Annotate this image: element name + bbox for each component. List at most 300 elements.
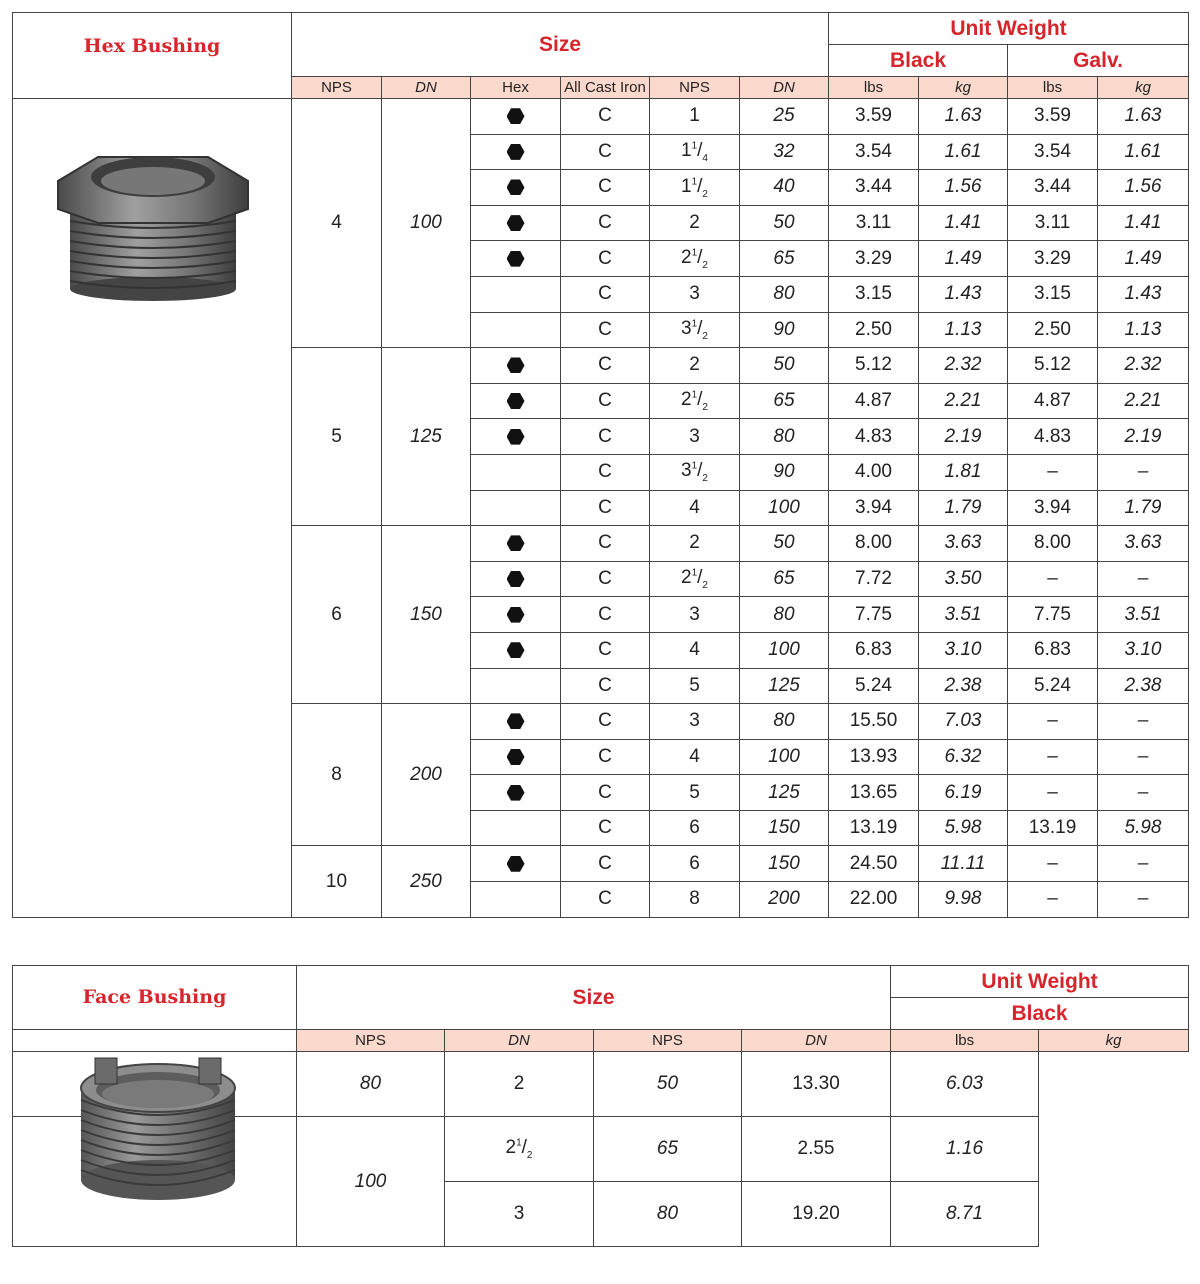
- galv-lbs-cell: 3.54: [1008, 134, 1098, 170]
- galv-lbs-cell: 3.44: [1008, 170, 1098, 206]
- black-kg-cell: 1.49: [919, 241, 1008, 277]
- black-kg-cell: 3.50: [919, 561, 1008, 597]
- nps-fraction-slash: /: [697, 175, 703, 197]
- black-lbs-cell: 3.11: [829, 205, 919, 241]
- dn-cell: 50: [740, 205, 829, 241]
- hex-cell: [471, 348, 561, 384]
- nps-whole: 4: [689, 745, 700, 767]
- col-black-lbs: lbs: [829, 77, 919, 99]
- cast-iron-cell: C: [561, 383, 650, 419]
- black-kg-cell: 1.41: [919, 205, 1008, 241]
- cast-iron-cell: C: [561, 739, 650, 775]
- black-kg-cell: 3.10: [919, 632, 1008, 668]
- dn-cell: 80: [740, 597, 829, 633]
- nps-whole: 3: [689, 603, 700, 625]
- dn-cell: 100: [740, 490, 829, 526]
- face-bushing-table: [12, 965, 1189, 1247]
- group-nps: 6: [292, 526, 382, 704]
- hex-icon: [507, 144, 525, 160]
- nps-cell: [650, 419, 740, 455]
- hex-icon: [507, 357, 525, 373]
- face-col-nps-2: NPS: [594, 1030, 742, 1052]
- black-lbs-cell: 7.72: [829, 561, 919, 597]
- dn-cell: 65: [740, 561, 829, 597]
- black-kg-cell: 3.51: [919, 597, 1008, 633]
- nps-whole: 2: [689, 212, 700, 234]
- dn-cell: 125: [740, 668, 829, 704]
- unit-weight-header-face: Unit Weight: [891, 966, 1189, 998]
- nps-cell: [650, 454, 740, 490]
- cast-iron-cell: C: [561, 205, 650, 241]
- black-kg-cell: 7.03: [919, 704, 1008, 740]
- hex-cell: [471, 597, 561, 633]
- black-lbs-cell: 5.24: [829, 668, 919, 704]
- black-lbs-cell: 3.44: [829, 170, 919, 206]
- hex-icon: [507, 749, 525, 765]
- group-nps: 10: [292, 846, 382, 917]
- nps-whole: 1: [681, 175, 692, 197]
- dn-cell: 65: [740, 383, 829, 419]
- galv-lbs-cell: –: [1008, 775, 1098, 811]
- hex-cell: [471, 561, 561, 597]
- header-spacer: [13, 77, 292, 99]
- nps-cell: [650, 775, 740, 811]
- col-hex: Hex: [471, 77, 561, 99]
- galv-lbs-cell: 3.15: [1008, 276, 1098, 312]
- hex-cell: [471, 205, 561, 241]
- black-kg-cell: 6.03: [891, 1052, 1039, 1117]
- nps-cell: [650, 134, 740, 170]
- hex-icon: [507, 179, 525, 195]
- cast-iron-cell: C: [561, 561, 650, 597]
- galv-lbs-cell: 2.50: [1008, 312, 1098, 348]
- dn-cell: 200: [740, 882, 829, 918]
- nps-whole: 1: [681, 139, 692, 161]
- nps-fraction-slash: /: [697, 317, 703, 339]
- group-dn: 80: [297, 1052, 445, 1117]
- size-header: Size: [292, 13, 829, 77]
- nps-fraction-den: 2: [702, 259, 708, 271]
- galv-kg-cell: 1.63: [1098, 99, 1189, 135]
- galv-kg-cell: 1.49: [1098, 241, 1189, 277]
- hex-cell: [471, 526, 561, 562]
- hex-icon: [507, 571, 525, 587]
- nps-fraction-slash: /: [697, 567, 703, 589]
- face-col-lbs: lbs: [891, 1030, 1039, 1052]
- nps-whole: 1: [689, 105, 700, 127]
- nps-cell: [650, 241, 740, 277]
- group-nps: 5: [292, 348, 382, 526]
- hex-cell: [471, 454, 561, 490]
- galv-kg-cell: 2.21: [1098, 383, 1189, 419]
- hex-icon: [507, 713, 525, 729]
- hex-icon: [507, 856, 525, 872]
- black-lbs-cell: 2.55: [742, 1117, 891, 1182]
- galv-kg-cell: –: [1098, 739, 1189, 775]
- black-kg-cell: 1.43: [919, 276, 1008, 312]
- dn-cell: 150: [740, 846, 829, 882]
- cast-iron-cell: C: [561, 668, 650, 704]
- black-lbs-cell: 7.75: [829, 597, 919, 633]
- black-lbs-cell: 3.54: [829, 134, 919, 170]
- galv-kg-cell: 2.19: [1098, 419, 1189, 455]
- cast-iron-cell: C: [561, 490, 650, 526]
- nps-cell: [650, 668, 740, 704]
- galv-lbs-cell: 8.00: [1008, 526, 1098, 562]
- nps-fraction-num: 1: [691, 247, 698, 259]
- nps-fraction-den: 2: [702, 188, 708, 200]
- nps-cell: [650, 597, 740, 633]
- column-header-row: [13, 77, 1189, 99]
- cast-iron-cell: C: [561, 775, 650, 811]
- galv-lbs-cell: 3.59: [1008, 99, 1098, 135]
- hex-icon: [507, 535, 525, 551]
- nps-fraction-den: 2: [526, 1149, 533, 1161]
- dn-cell: 90: [740, 454, 829, 490]
- dn-cell: 50: [740, 348, 829, 384]
- group-dn: 100: [382, 99, 471, 348]
- nps-fraction-slash: /: [697, 389, 703, 411]
- black-kg-cell: 2.19: [919, 419, 1008, 455]
- hex-cell: [471, 668, 561, 704]
- galv-lbs-cell: 6.83: [1008, 632, 1098, 668]
- galv-lbs-cell: –: [1008, 882, 1098, 918]
- black-kg-cell: 1.13: [919, 312, 1008, 348]
- face-bushing-photo: [73, 1050, 243, 1200]
- cast-iron-cell: C: [561, 810, 650, 846]
- cast-iron-cell: C: [561, 632, 650, 668]
- nps-fraction-slash: /: [521, 1137, 527, 1159]
- galv-kg-cell: 1.43: [1098, 276, 1189, 312]
- group-dn: 100: [297, 1117, 445, 1247]
- black-lbs-cell: 13.19: [829, 810, 919, 846]
- nps-cell: [445, 1052, 594, 1117]
- group-dn: 150: [382, 526, 471, 704]
- galv-lbs-cell: 5.12: [1008, 348, 1098, 384]
- black-kg-cell: 1.16: [891, 1117, 1039, 1182]
- face-col-kg: kg: [1039, 1030, 1189, 1052]
- black-kg-cell: 11.11: [919, 846, 1008, 882]
- nps-cell: [650, 882, 740, 918]
- black-kg-cell: 1.79: [919, 490, 1008, 526]
- nps-fraction-slash: /: [697, 139, 703, 161]
- nps-whole: 2: [505, 1137, 517, 1159]
- nps-whole: 2: [513, 1073, 525, 1094]
- col-galv-lbs: lbs: [1008, 77, 1098, 99]
- nps-whole: 3: [689, 425, 700, 447]
- nps-fraction-den: 4: [702, 152, 708, 164]
- col-all-cast-iron: All Cast Iron: [561, 77, 650, 99]
- black-lbs-cell: 2.50: [829, 312, 919, 348]
- face-col-dn-2: DN: [742, 1030, 891, 1052]
- group-dn: 125: [382, 348, 471, 526]
- hex-bushing-table: [12, 12, 1189, 918]
- cast-iron-cell: C: [561, 454, 650, 490]
- nps-fraction-num: 1: [691, 176, 698, 188]
- dn-cell: 65: [740, 241, 829, 277]
- hex-cell: [471, 490, 561, 526]
- hex-cell: [471, 810, 561, 846]
- black-lbs-cell: 13.65: [829, 775, 919, 811]
- hex-icon: [507, 108, 525, 124]
- black-kg-cell: 8.71: [891, 1182, 1039, 1247]
- group-nps: 8: [292, 704, 382, 846]
- black-lbs-cell: 13.93: [829, 739, 919, 775]
- dn-cell: 32: [740, 134, 829, 170]
- nps-cell: [445, 1182, 594, 1247]
- galv-kg-cell: –: [1098, 454, 1189, 490]
- cast-iron-cell: C: [561, 276, 650, 312]
- galv-lbs-cell: 13.19: [1008, 810, 1098, 846]
- hex-icon: [507, 607, 525, 623]
- nps-cell: [445, 1117, 594, 1182]
- group-nps: 4: [292, 99, 382, 348]
- galv-kg-cell: 1.41: [1098, 205, 1189, 241]
- nps-cell: [650, 704, 740, 740]
- nps-whole: 5: [689, 781, 700, 803]
- nps-cell: [650, 312, 740, 348]
- cast-iron-cell: C: [561, 882, 650, 918]
- hex-cell: [471, 739, 561, 775]
- galv-kg-cell: –: [1098, 882, 1189, 918]
- cast-iron-cell: C: [561, 419, 650, 455]
- hex-cell: [471, 241, 561, 277]
- unit-weight-header: Unit Weight: [829, 13, 1189, 45]
- dn-cell: 65: [594, 1117, 742, 1182]
- galv-lbs-cell: –: [1008, 846, 1098, 882]
- dn-cell: 80: [740, 704, 829, 740]
- black-lbs-cell: 24.50: [829, 846, 919, 882]
- galv-lbs-cell: –: [1008, 739, 1098, 775]
- nps-fraction-den: 2: [702, 330, 708, 342]
- hex-cell: [471, 312, 561, 348]
- col-nps-2: NPS: [650, 77, 740, 99]
- black-kg-cell: 1.56: [919, 170, 1008, 206]
- galv-lbs-cell: –: [1008, 561, 1098, 597]
- black-kg-cell: 5.98: [919, 810, 1008, 846]
- black-kg-cell: 2.38: [919, 668, 1008, 704]
- nps-cell: [650, 632, 740, 668]
- dn-cell: 50: [740, 526, 829, 562]
- black-lbs-cell: 5.12: [829, 348, 919, 384]
- galv-kg-cell: 1.79: [1098, 490, 1189, 526]
- black-lbs-cell: 4.87: [829, 383, 919, 419]
- hex-icon: [507, 642, 525, 658]
- black-lbs-cell: 13.30: [742, 1052, 891, 1117]
- dn-cell: 80: [594, 1182, 742, 1247]
- face-col-nps: NPS: [297, 1030, 445, 1052]
- face-image-cell: [13, 1030, 297, 1052]
- nps-whole: 3: [681, 317, 692, 339]
- dn-cell: 25: [740, 99, 829, 135]
- col-dn-2: DN: [740, 77, 829, 99]
- galv-kg-cell: 1.61: [1098, 134, 1189, 170]
- nps-cell: [650, 561, 740, 597]
- group-dn: 200: [382, 704, 471, 846]
- hex-icon: [507, 215, 525, 231]
- face-col-dn: DN: [445, 1030, 594, 1052]
- product-title: Hex Bushing: [13, 13, 292, 77]
- nps-cell: [650, 205, 740, 241]
- black-header-face: Black: [891, 998, 1189, 1030]
- nps-fraction-den: 2: [702, 401, 708, 413]
- black-lbs-cell: 4.00: [829, 454, 919, 490]
- nps-cell: [650, 170, 740, 206]
- nps-fraction-num: 1: [516, 1137, 522, 1149]
- nps-cell: [650, 739, 740, 775]
- galv-kg-cell: 3.63: [1098, 526, 1189, 562]
- black-lbs-cell: 15.50: [829, 704, 919, 740]
- cast-iron-cell: C: [561, 241, 650, 277]
- nps-fraction-num: 1: [691, 140, 698, 152]
- black-lbs-cell: 3.94: [829, 490, 919, 526]
- galv-kg-cell: 1.13: [1098, 312, 1189, 348]
- black-lbs-cell: 3.15: [829, 276, 919, 312]
- nps-whole: 6: [689, 817, 700, 839]
- nps-fraction-num: 1: [691, 461, 698, 472]
- col-dn: DN: [382, 77, 471, 99]
- dn-cell: 150: [740, 810, 829, 846]
- hex-cell: [471, 775, 561, 811]
- dn-cell: 50: [594, 1052, 742, 1117]
- nps-cell: [650, 99, 740, 135]
- nps-cell: [650, 490, 740, 526]
- nps-cell: [650, 276, 740, 312]
- black-lbs-cell: 3.29: [829, 241, 919, 277]
- nps-cell: [650, 846, 740, 882]
- nps-cell: [650, 348, 740, 384]
- dn-cell: 90: [740, 312, 829, 348]
- nps-whole: 2: [681, 567, 692, 589]
- nps-cell: [650, 383, 740, 419]
- galv-kg-cell: –: [1098, 561, 1189, 597]
- galv-lbs-cell: –: [1008, 454, 1098, 490]
- hex-cell: [471, 704, 561, 740]
- black-lbs-cell: 19.20: [742, 1182, 891, 1247]
- nps-fraction-den: 2: [702, 473, 708, 485]
- hex-cell: [471, 134, 561, 170]
- dn-cell: 100: [740, 739, 829, 775]
- galv-lbs-cell: 3.11: [1008, 205, 1098, 241]
- nps-fraction-num: 1: [691, 389, 698, 401]
- nps-whole: 3: [513, 1203, 525, 1224]
- black-kg-cell: 3.63: [919, 526, 1008, 562]
- black-kg-cell: 6.19: [919, 775, 1008, 811]
- galv-kg-cell: 3.51: [1098, 597, 1189, 633]
- galv-header: Galv.: [1008, 45, 1189, 77]
- hex-cell: [471, 846, 561, 882]
- galv-kg-cell: –: [1098, 704, 1189, 740]
- nps-whole: 4: [689, 639, 700, 661]
- col-nps: NPS: [292, 77, 382, 99]
- galv-kg-cell: –: [1098, 846, 1189, 882]
- cast-iron-cell: C: [561, 312, 650, 348]
- hex-cell: [471, 882, 561, 918]
- galv-lbs-cell: 4.87: [1008, 383, 1098, 419]
- black-kg-cell: 2.21: [919, 383, 1008, 419]
- hex-icon: [507, 785, 525, 801]
- cast-iron-cell: C: [561, 170, 650, 206]
- nps-fraction-slash: /: [697, 246, 703, 268]
- nps-whole: 3: [689, 710, 700, 732]
- black-header: Black: [829, 45, 1008, 77]
- nps-whole: 2: [689, 532, 700, 554]
- galv-kg-cell: 2.32: [1098, 348, 1189, 384]
- cast-iron-cell: C: [561, 348, 650, 384]
- hex-cell: [471, 419, 561, 455]
- nps-whole: 4: [689, 496, 700, 518]
- hex-cell: [471, 170, 561, 206]
- cast-iron-cell: C: [561, 134, 650, 170]
- nps-whole: 3: [689, 283, 700, 305]
- dn-cell: 80: [740, 419, 829, 455]
- dn-cell: 80: [740, 276, 829, 312]
- hex-image-cell: [13, 99, 292, 918]
- hex-bushing-photo: [48, 151, 258, 301]
- nps-cell: [650, 526, 740, 562]
- galv-lbs-cell: –: [1008, 704, 1098, 740]
- cast-iron-cell: C: [561, 704, 650, 740]
- product-title-face: Face Bushing: [13, 966, 297, 1030]
- galv-kg-cell: 2.38: [1098, 668, 1189, 704]
- black-kg-cell: 1.63: [919, 99, 1008, 135]
- nps-whole: 2: [689, 354, 700, 376]
- cast-iron-cell: C: [561, 846, 650, 882]
- nps-whole: 3: [681, 460, 692, 482]
- nps-whole: 2: [681, 246, 692, 268]
- size-header-face: Size: [297, 966, 891, 1030]
- black-kg-cell: 9.98: [919, 882, 1008, 918]
- hex-cell: [471, 99, 561, 135]
- col-galv-kg: kg: [1098, 77, 1189, 99]
- galv-lbs-cell: 4.83: [1008, 419, 1098, 455]
- galv-kg-cell: 1.56: [1098, 170, 1189, 206]
- nps-fraction-num: 1: [691, 318, 698, 330]
- cast-iron-cell: C: [561, 526, 650, 562]
- nps-fraction-slash: /: [697, 460, 703, 482]
- black-lbs-cell: 8.00: [829, 526, 919, 562]
- hex-icon: [507, 393, 525, 409]
- cast-iron-cell: C: [561, 99, 650, 135]
- nps-whole: 8: [689, 888, 700, 910]
- galv-lbs-cell: 3.29: [1008, 241, 1098, 277]
- black-kg-cell: 1.61: [919, 134, 1008, 170]
- nps-whole: 5: [689, 674, 700, 696]
- hex-icon: [507, 429, 525, 445]
- black-lbs-cell: 6.83: [829, 632, 919, 668]
- table-row: [13, 99, 1189, 135]
- column-header-row-face: [13, 1030, 1189, 1052]
- dn-cell: 125: [740, 775, 829, 811]
- nps-whole: 6: [689, 852, 700, 874]
- hex-cell: [471, 632, 561, 668]
- galv-kg-cell: 3.10: [1098, 632, 1189, 668]
- dn-cell: 40: [740, 170, 829, 206]
- black-kg-cell: 2.32: [919, 348, 1008, 384]
- nps-whole: 2: [681, 389, 692, 411]
- group-dn: 250: [382, 846, 471, 917]
- black-lbs-cell: 3.59: [829, 99, 919, 135]
- dn-cell: 100: [740, 632, 829, 668]
- hex-icon: [507, 251, 525, 267]
- galv-lbs-cell: 7.75: [1008, 597, 1098, 633]
- galv-lbs-cell: 3.94: [1008, 490, 1098, 526]
- black-lbs-cell: 22.00: [829, 882, 919, 918]
- hex-cell: [471, 383, 561, 419]
- col-black-kg: kg: [919, 77, 1008, 99]
- galv-lbs-cell: 5.24: [1008, 668, 1098, 704]
- nps-cell: [650, 810, 740, 846]
